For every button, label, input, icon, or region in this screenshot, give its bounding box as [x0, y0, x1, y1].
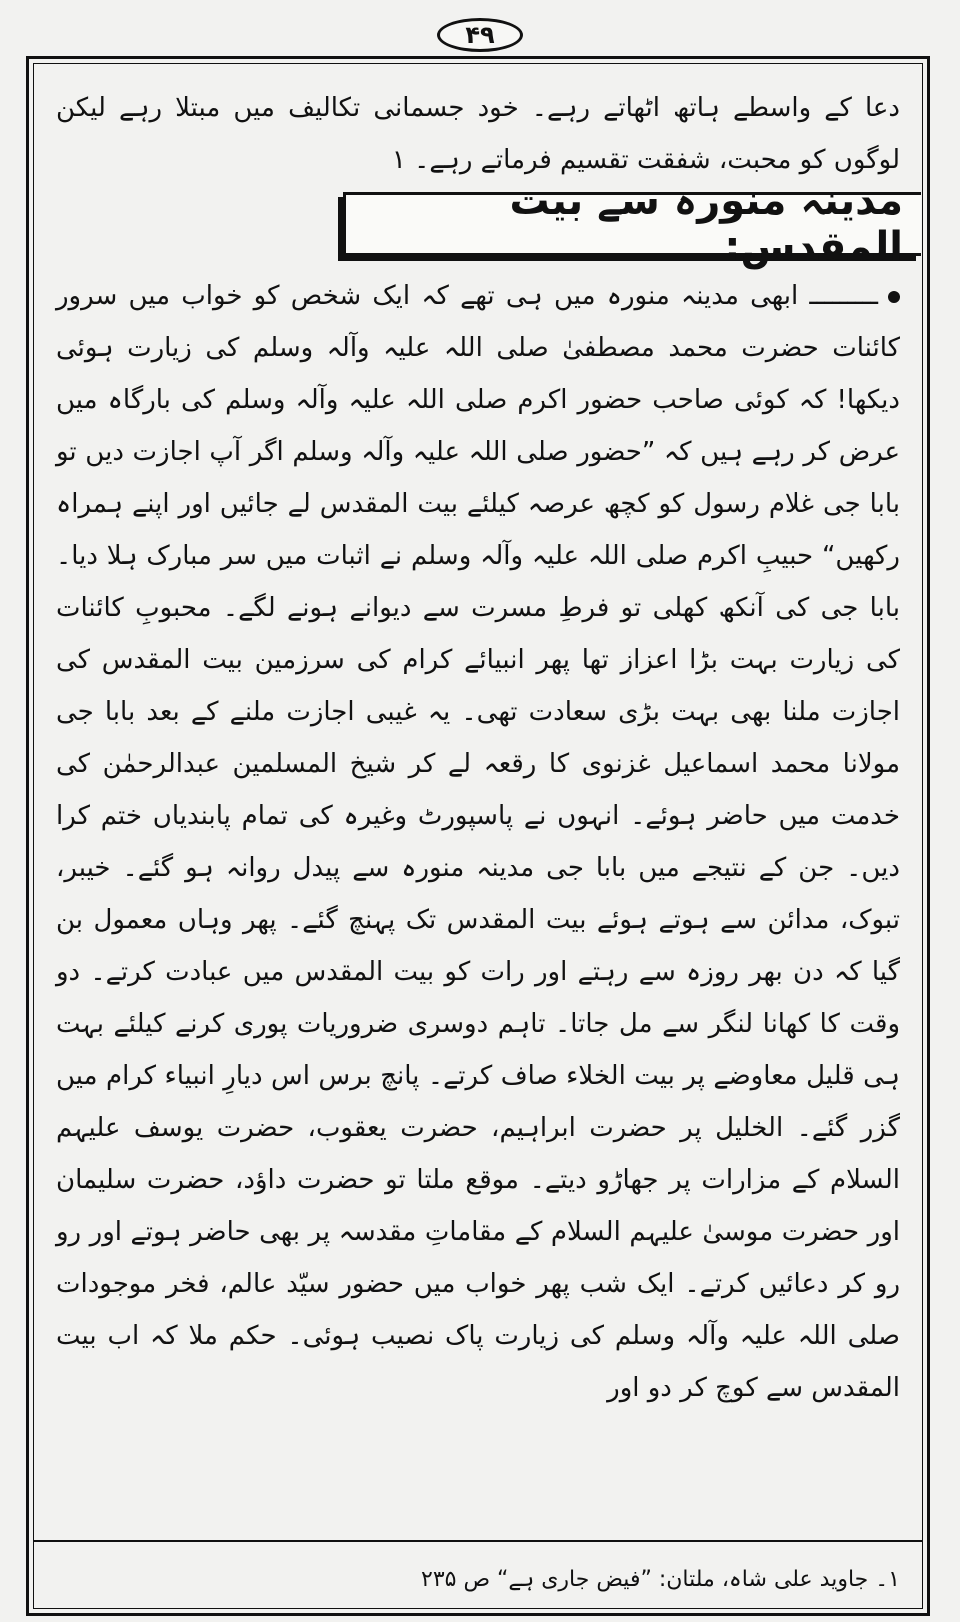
section-heading-box — [343, 178, 921, 270]
page-number: ۴۹ — [437, 18, 523, 52]
footnote: ۱۔ جاوید علی شاہ، ملتان: ”فیض جاری ہے“ ص ۲۳۵ — [421, 1567, 900, 1592]
main-paragraph — [34, 270, 922, 1414]
intro-paragraph: دعا کے واسطے ہاتھ اٹھاتے رہے۔ خود جسمانی تکالیف میں مبتلا رہے لیکن لوگوں کو محبت، شفقت تقسیم فرماتے رہے۔ ۱ — [56, 93, 900, 175]
bullet-icon — [888, 291, 900, 303]
page-content — [33, 63, 923, 1609]
footnote-divider — [34, 1540, 922, 1542]
heading-wrapper — [34, 178, 922, 270]
main-paragraph-text: ـــــــــ ابھی مدینہ منورہ میں ہی تھے کہ ایک شخص کو خواب میں سرور کائنات حضرت محمد مصطفیٰ صلی اللہ علیہ وآلہ وسلم کی زیارت ہوئی دیکھا! کہ کوئی صاحب حضور اکرم صلی اللہ علیہ وآلہ وسلم کی بارگاہ میں عرض کر رہے ہیں کہ ”حضور صلی اللہ علیہ وآلہ وسلم اگر آپ اجازت دیں تو بابا جی غلام رسول کو کچھ عرصہ کیلئے بیت المقدس لے جائیں اور اپنے ہمراہ رکھیں“ حبیبِ اکرم صلی اللہ علیہ وآلہ وسلم نے اثبات میں سر مبارک ہلا دیا۔ بابا جی کی آنکھ کھلی تو فرطِ مسرت سے دیوانے ہونے لگے۔ محبوبِ کائنات کی زیارت بہت بڑا اعزاز تھا پھر انبیائے کرام کی سرزمین بیت المقدس کی اجازت ملنا بھی بہت بڑی سعادت تھی۔ یہ غیبی اجازت ملنے کے بعد بابا جی مولانا محمد اسماعیل غزنوی کا رقعہ لے کر شیخ المسلمین عبدالرحمٰن کی خدمت میں حاضر ہوئے۔ انہوں نے پاسپورٹ وغیرہ کی تمام پابندیاں ختم کرا دیں۔ جن کے نتیجے میں بابا جی مدینہ منورہ سے پیدل روانہ ہو گئے۔ خیبر، تبوک، مدائن سے ہوتے ہوئے بیت المقدس تک پہنچ گئے۔ پھر وہاں معمول بن گیا کہ دن بھر روزہ سے رہتے اور رات کو بیت المقدس میں عبادت کرتے۔ دو وقت کا کھانا لنگر سے مل جاتا۔ تاہم دوسری ضروریات پوری کرنے کیلئے بہت ہی قلیل معاوضے پر بیت الخلاء صاف کرتے۔ پانچ برس اس دیارِ انبیاء کرام میں گزر گئے۔ الخلیل پر حضرت ابراہیم، حضرت یعقوب، حضرت یوسف علیہم السلام کے مزارات پر جھاڑو دیتے۔ موقع ملتا تو حضرت داؤد، حضرت سلیمان اور حضرت موسیٰ علیہم السلام کے مقاماتِ مقدسہ پر بھی حاضر ہوتے اور رو رو کر دعائیں کرتے۔ ایک شب پھر خواب میں حضور سیّد عالم، فخر موجودات صلی اللہ علیہ وآلہ وسلم کی زیارت پاک نصیب ہوئی۔ حکم ملا کہ اب بیت المقدس سے کوچ کر دو اور — [56, 281, 901, 1403]
section-heading: مدینہ منورہ سے بیت المقدس: — [509, 178, 903, 270]
page-frame — [26, 56, 930, 1616]
